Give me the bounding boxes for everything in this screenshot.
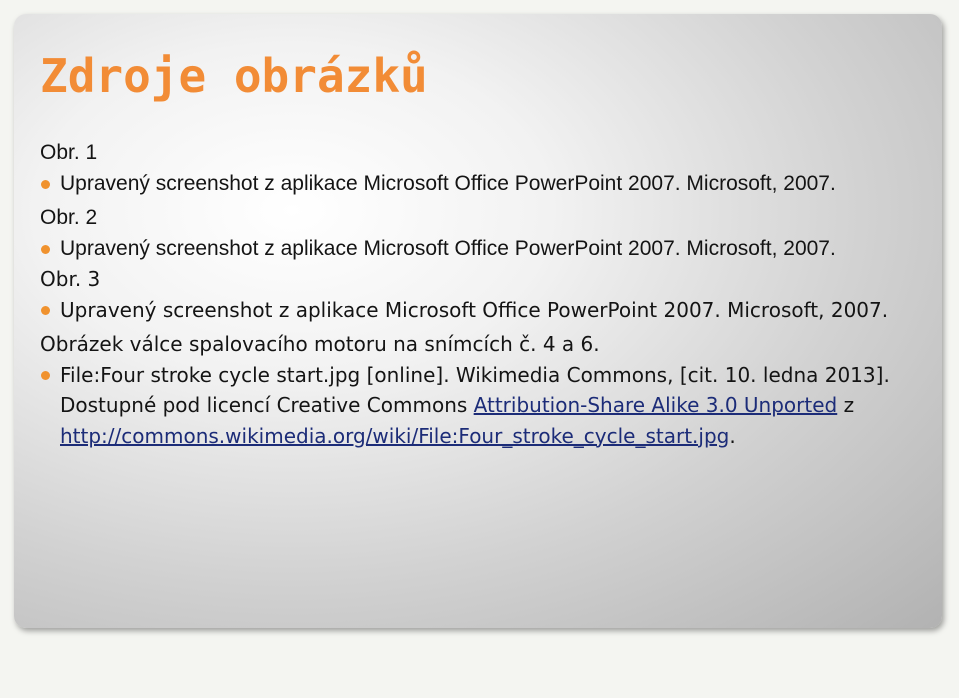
slide xyxy=(14,14,942,628)
bullet-icon xyxy=(41,245,50,254)
list-item-obr-3 xyxy=(40,295,920,326)
section-heading-obr-1: Obr. 1 xyxy=(40,141,98,164)
wiki-item-text: File:Four stroke cycle start.jpg [online]. Wikimedia Commons, [cit. 10. ledna 2013]. Dostupné pod licencí Creative Commons xyxy=(60,362,890,417)
list-item-text: Upravený screenshot z aplikace Microsoft Office PowerPoint 2007. Microsoft, 2007. xyxy=(60,171,836,195)
bullet-icon xyxy=(41,306,50,315)
section-heading-obr-3: Obr. 3 xyxy=(40,267,101,291)
wikimedia-url-link[interactable]: http://commons.wikimedia.org/wiki/File:Four_stroke_cycle_start.jpg xyxy=(60,423,730,448)
wiki-item-connector: z xyxy=(837,393,855,417)
slide-content xyxy=(40,138,920,451)
slide-title: Zdroje obrázků xyxy=(40,49,428,103)
list-item-obr-2 xyxy=(40,234,920,265)
section-heading-obrazek-valce: Obrázek válce spalovacího motoru na snímcích č. 4 a 6. xyxy=(40,332,600,356)
bullet-icon xyxy=(41,371,50,380)
license-link[interactable]: Attribution-Share Alike 3.0 Unported xyxy=(473,393,838,417)
list-item-text: Upravený screenshot z aplikace Microsoft Office PowerPoint 2007. Microsoft, 2007. xyxy=(60,236,836,260)
list-item-wikimedia-source xyxy=(40,360,920,452)
wiki-item-end: . xyxy=(729,423,736,448)
list-item-text: Upravený screenshot z aplikace Microsoft Office PowerPoint 2007. Microsoft, 2007. xyxy=(60,297,889,322)
list-item-obr-1 xyxy=(40,169,920,200)
bullet-icon xyxy=(41,180,50,189)
section-heading-obr-2: Obr. 2 xyxy=(40,206,98,229)
